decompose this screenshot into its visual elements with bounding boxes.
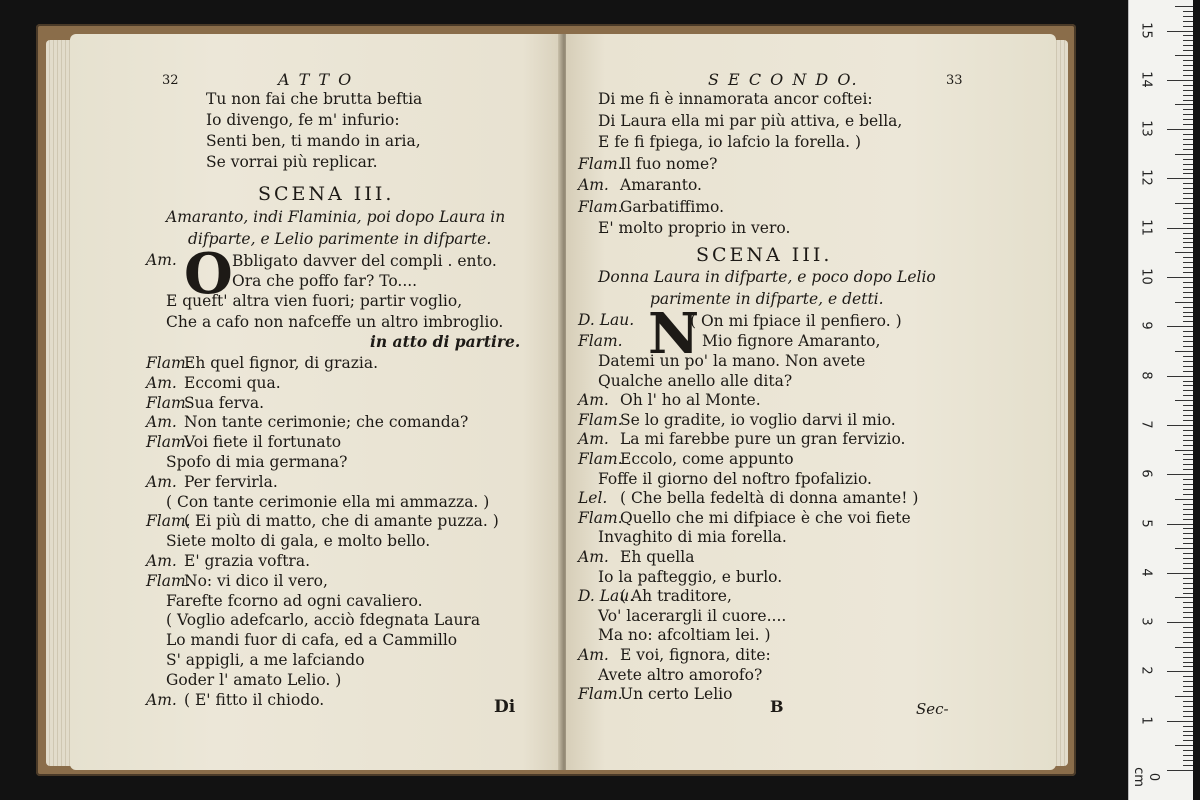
ruler-tick bbox=[1183, 21, 1193, 22]
dialogue-line: Oh l' ho al Monte. bbox=[620, 391, 761, 410]
dialogue-line: Io la pafteggio, e burlo. bbox=[598, 567, 783, 586]
speaker: Am. bbox=[578, 548, 609, 566]
ruler-tick bbox=[1183, 109, 1193, 110]
ruler-label: 5 bbox=[1138, 518, 1154, 528]
ruler-tick bbox=[1167, 178, 1193, 179]
ruler-tick bbox=[1183, 464, 1193, 465]
dialogue-line: Io divengo, fe m' infurio: bbox=[206, 111, 400, 129]
ruler-tick bbox=[1183, 642, 1193, 643]
left-page bbox=[70, 34, 562, 770]
dialogue-line: Foffe il giorno del noftro fpofalizio. bbox=[598, 469, 872, 488]
dialogue-line: ( Ah traditore, bbox=[620, 587, 732, 606]
dialogue-line: Il fuo nome? bbox=[620, 154, 718, 173]
ruler-tick bbox=[1183, 262, 1193, 263]
ruler-tick bbox=[1183, 750, 1193, 751]
ruler-tick bbox=[1183, 100, 1193, 101]
ruler-tick bbox=[1183, 70, 1193, 71]
ruler-tick bbox=[1175, 597, 1193, 598]
ruler-tick bbox=[1175, 450, 1193, 451]
ruler-tick bbox=[1183, 484, 1193, 485]
ruler-tick bbox=[1167, 524, 1193, 525]
dialogue-line: Senti ben, ti mando in aria, bbox=[206, 132, 421, 150]
ruler-tick bbox=[1183, 213, 1193, 214]
ruler-tick bbox=[1183, 760, 1193, 761]
ruler-tick bbox=[1183, 666, 1193, 667]
speaker: Flam. bbox=[146, 512, 191, 531]
ruler-tick bbox=[1167, 770, 1193, 771]
ruler-tick bbox=[1183, 11, 1193, 12]
dialogue-line: Ora che poffo far? To.... bbox=[232, 272, 418, 290]
ruler-tick bbox=[1175, 351, 1193, 352]
ruler-tick bbox=[1183, 553, 1193, 554]
speaker: Flam. bbox=[578, 154, 623, 173]
ruler-tick bbox=[1183, 711, 1193, 712]
ruler-tick bbox=[1183, 489, 1193, 490]
ruler-tick bbox=[1183, 331, 1193, 332]
ruler-tick bbox=[1183, 60, 1193, 61]
ruler-tick bbox=[1183, 445, 1193, 446]
dialogue-line: Voi fiete il fortunato bbox=[184, 433, 342, 452]
dialogue-line: Mio fignore Amaranto, bbox=[702, 332, 881, 350]
speaker: Flam. bbox=[578, 450, 623, 468]
ruler-tick bbox=[1183, 169, 1193, 170]
ruler-label: 13 bbox=[1138, 120, 1154, 137]
ruler-tick bbox=[1167, 277, 1193, 278]
ruler-tick bbox=[1175, 499, 1193, 500]
ruler-tick bbox=[1183, 514, 1193, 515]
dialogue-line: ( Con tante cerimonie ella mi ammazza. ) bbox=[166, 492, 490, 511]
speaker: Flam. bbox=[578, 410, 623, 429]
ruler-tick bbox=[1175, 104, 1193, 105]
dialogue-line: Per fervirla. bbox=[184, 472, 278, 491]
ruler-tick bbox=[1183, 144, 1193, 145]
running-head: A T T O bbox=[278, 70, 354, 89]
ruler-tick bbox=[1183, 90, 1193, 91]
ruler-tick bbox=[1183, 686, 1193, 687]
ruler-tick bbox=[1183, 366, 1193, 367]
speaker: Lel. bbox=[578, 489, 608, 508]
ruler-tick bbox=[1167, 228, 1193, 229]
ruler-tick bbox=[1183, 159, 1193, 160]
ruler-tick bbox=[1183, 543, 1193, 544]
page-number: 33 bbox=[946, 73, 963, 88]
ruler-tick bbox=[1183, 124, 1193, 125]
ruler-tick bbox=[1183, 75, 1193, 76]
ruler-tick bbox=[1183, 361, 1193, 362]
speaker: Am. bbox=[146, 472, 177, 491]
dialogue-line: Bbligato davver del compli . ento. bbox=[232, 252, 497, 270]
ruler-tick bbox=[1175, 647, 1193, 648]
ruler-tick bbox=[1183, 533, 1193, 534]
speaker: Am. bbox=[578, 176, 609, 194]
ruler-tick bbox=[1183, 356, 1193, 357]
ruler-tick bbox=[1183, 390, 1193, 391]
ruler-tick bbox=[1175, 154, 1193, 155]
ruler-tick bbox=[1183, 183, 1193, 184]
dialogue-line: E' grazia voftra. bbox=[184, 552, 310, 570]
running-head: S E C O N D O. bbox=[708, 70, 859, 89]
ruler-label: 10 bbox=[1138, 268, 1154, 285]
dialogue-line: Eccolo, come appunto bbox=[620, 450, 794, 468]
ruler-tick bbox=[1183, 588, 1193, 589]
ruler-label: 8 bbox=[1138, 370, 1154, 380]
ruler-tick bbox=[1167, 573, 1193, 574]
dialogue-line: Di Laura ella mi par più attiva, e bella, bbox=[598, 111, 903, 130]
ruler-tick bbox=[1183, 26, 1193, 27]
ruler-tick bbox=[1183, 50, 1193, 51]
ruler-tick bbox=[1183, 346, 1193, 347]
ruler-tick bbox=[1183, 731, 1193, 732]
dialogue-line: Datemi un po' la mano. Non avete bbox=[598, 352, 866, 370]
dialogue-line: E queft' altra vien fuori; partir voglio, bbox=[166, 292, 463, 310]
ruler-tick bbox=[1183, 420, 1193, 421]
ruler-tick bbox=[1167, 129, 1193, 130]
ruler-tick bbox=[1183, 528, 1193, 529]
ruler-tick bbox=[1183, 297, 1193, 298]
catchword: Di bbox=[494, 697, 516, 717]
ruler-tick bbox=[1183, 385, 1193, 386]
speaker: Flam. bbox=[146, 354, 191, 372]
ruler-tick bbox=[1183, 114, 1193, 115]
speaker: Am. bbox=[146, 413, 177, 432]
ruler-tick bbox=[1183, 469, 1193, 470]
ruler-tick bbox=[1167, 326, 1193, 327]
ruler-tick bbox=[1183, 716, 1193, 717]
measurement-ruler bbox=[1128, 0, 1193, 800]
ruler-tick bbox=[1175, 252, 1193, 253]
ruler-tick bbox=[1183, 563, 1193, 564]
ruler-tick bbox=[1183, 593, 1193, 594]
dialogue-line: No: vi dico il vero, bbox=[184, 571, 328, 590]
speaker: Flam. bbox=[578, 332, 623, 350]
speaker: D. Lau. bbox=[578, 311, 635, 329]
ruler-tick bbox=[1183, 164, 1193, 165]
ruler-tick bbox=[1183, 735, 1193, 736]
ruler-tick bbox=[1183, 371, 1193, 372]
drop-cap: O bbox=[184, 241, 233, 307]
ruler-tick bbox=[1183, 45, 1193, 46]
signature-mark: B bbox=[770, 697, 784, 716]
ruler-tick bbox=[1183, 652, 1193, 653]
speaker: D. Lau. bbox=[578, 587, 635, 606]
ruler-tick bbox=[1183, 307, 1193, 308]
ruler-tick bbox=[1183, 676, 1193, 677]
dialogue-line: Siete molto di gala, e molto bello. bbox=[166, 532, 431, 551]
ruler-label: 0 cm bbox=[1131, 767, 1161, 787]
ruler-tick bbox=[1183, 519, 1193, 520]
ruler-label: 14 bbox=[1138, 71, 1154, 88]
dialogue-line: Eh quel fignor, di grazia. bbox=[184, 354, 378, 372]
ruler-tick bbox=[1183, 479, 1193, 480]
dialogue-line: Vo' lacerargli il cuore.... bbox=[598, 606, 787, 625]
speaker: Flam. bbox=[578, 685, 623, 704]
scene-title: SCENA III. bbox=[258, 183, 395, 205]
ruler-tick bbox=[1183, 617, 1193, 618]
ruler-tick bbox=[1167, 376, 1193, 377]
ruler-tick bbox=[1183, 198, 1193, 199]
dialogue-line: Qualche anello alle dita? bbox=[598, 371, 793, 390]
dialogue-line: Che a cafo non nafceffe un altro imbroglio. bbox=[166, 313, 504, 331]
catchword: Sec- bbox=[916, 700, 949, 718]
ruler-tick bbox=[1175, 203, 1193, 204]
dialogue-line: E voi, fignora, dite: bbox=[620, 646, 771, 664]
ruler-tick bbox=[1183, 612, 1193, 613]
ruler-tick bbox=[1183, 509, 1193, 510]
dialogue-line: ( E' fitto il chiodo. bbox=[184, 690, 325, 709]
ruler-tick bbox=[1183, 242, 1193, 243]
ruler-label: 6 bbox=[1138, 469, 1154, 478]
dialogue-line: Non tante cerimonie; che comanda? bbox=[184, 413, 469, 432]
dialogue-line: Eh quella bbox=[620, 548, 695, 566]
ruler-tick bbox=[1183, 238, 1193, 239]
ruler-tick bbox=[1167, 31, 1193, 32]
ruler-tick bbox=[1175, 745, 1193, 746]
dialogue-line: Invaghito di mia forella. bbox=[598, 528, 787, 547]
speaker: Flam. bbox=[146, 393, 191, 412]
ruler-tick bbox=[1183, 657, 1193, 658]
ruler-tick bbox=[1183, 410, 1193, 411]
ruler-tick bbox=[1183, 292, 1193, 293]
dialogue-line: Tu non fai che brutta beftia bbox=[206, 90, 423, 108]
dialogue-line: Se vorrai più replicar. bbox=[206, 153, 378, 171]
ruler-label: 1 bbox=[1138, 716, 1154, 725]
ruler-tick bbox=[1167, 425, 1193, 426]
ruler-tick bbox=[1183, 681, 1193, 682]
scene-description: Amaranto, indi Flaminia, poi dopo Laura in bbox=[166, 208, 506, 226]
dialogue-line: Farefte fcorno ad ogni cavaliero. bbox=[166, 591, 423, 610]
dialogue-line: Lo mandi fuor di cafa, ed a Cammillo bbox=[166, 631, 458, 650]
ruler-tick bbox=[1183, 583, 1193, 584]
speaker: Flam. bbox=[146, 571, 191, 590]
ruler-label: 2 bbox=[1138, 666, 1154, 676]
dialogue-line: ( On mi fpiace il penfiero. ) bbox=[690, 312, 902, 330]
ruler-tick bbox=[1183, 691, 1193, 692]
ruler-label: 4 bbox=[1138, 568, 1154, 577]
ruler-tick bbox=[1183, 578, 1193, 579]
stage-direction: in atto di partire. bbox=[370, 332, 521, 351]
dialogue-line: Di me fi è innamorata ancor coftei: bbox=[598, 90, 873, 108]
ruler-tick bbox=[1175, 302, 1193, 303]
scene-description: Donna Laura in difparte, e poco dopo Lelio bbox=[598, 268, 936, 286]
ruler-tick bbox=[1183, 149, 1193, 150]
dialogue-line: Goder l' amato Lelio. ) bbox=[166, 670, 342, 689]
right-page bbox=[566, 34, 1056, 770]
ruler-label: 11 bbox=[1138, 218, 1154, 236]
dialogue-line: ( Voglio adefcarlo, acciò fdegnata Laura bbox=[166, 611, 481, 630]
speaker: Am. bbox=[578, 391, 609, 410]
dialogue-line: ( Che bella fedeltà di donna amante! ) bbox=[620, 489, 919, 508]
ruler-tick bbox=[1183, 607, 1193, 608]
ruler-tick bbox=[1183, 632, 1193, 633]
ruler-tick bbox=[1175, 696, 1193, 697]
dialogue-line: Se lo gradite, io voglio darvi il mio. bbox=[620, 410, 896, 429]
ruler-label: 15 bbox=[1138, 21, 1154, 39]
ruler-tick bbox=[1183, 16, 1193, 17]
ruler-tick bbox=[1183, 405, 1193, 406]
speaker: Am. bbox=[578, 430, 609, 449]
ruler-tick bbox=[1183, 440, 1193, 441]
speaker: Am. bbox=[578, 646, 609, 664]
ruler-tick bbox=[1183, 287, 1193, 288]
ruler-tick bbox=[1183, 454, 1193, 455]
ruler-tick bbox=[1183, 568, 1193, 569]
speaker: Am. bbox=[146, 552, 177, 570]
ruler-tick bbox=[1183, 459, 1193, 460]
ruler-tick bbox=[1183, 134, 1193, 135]
scene-description: difparte, e Lelio parimente in difparte. bbox=[188, 230, 492, 248]
scene-description: parimente in difparte, e detti. bbox=[650, 290, 884, 308]
dialogue-line: Avete altro amorofo? bbox=[598, 665, 763, 684]
speaker: Flam. bbox=[146, 433, 191, 452]
scene-title: SCENA III. bbox=[696, 244, 833, 266]
speaker: Am. bbox=[146, 251, 177, 269]
ruler-tick bbox=[1183, 267, 1193, 268]
ruler-tick bbox=[1183, 726, 1193, 727]
ruler-tick bbox=[1183, 765, 1193, 766]
speaker: Am. bbox=[146, 690, 177, 709]
ruler-tick bbox=[1183, 341, 1193, 342]
ruler-label: 3 bbox=[1138, 617, 1154, 626]
ruler-tick bbox=[1183, 316, 1193, 317]
ruler-tick bbox=[1167, 622, 1193, 623]
page-number: 32 bbox=[162, 73, 179, 88]
ruler-tick bbox=[1183, 119, 1193, 120]
ruler-tick bbox=[1183, 272, 1193, 273]
dialogue-line: Ma no: afcoltiam lei. ) bbox=[598, 626, 771, 645]
ruler-tick bbox=[1183, 755, 1193, 756]
ruler-tick bbox=[1183, 208, 1193, 209]
ruler-tick bbox=[1183, 95, 1193, 96]
ruler-label: 12 bbox=[1138, 169, 1154, 187]
ruler-tick bbox=[1183, 321, 1193, 322]
dialogue-line: Quello che mi difpiace è che voi fiete bbox=[620, 508, 911, 527]
dialogue-line: E' molto proprio in vero. bbox=[598, 219, 791, 237]
speaker: Am. bbox=[146, 373, 177, 392]
dialogue-line: Eccomi qua. bbox=[184, 373, 281, 392]
ruler-tick bbox=[1183, 381, 1193, 382]
drop-cap: N bbox=[648, 301, 700, 367]
ruler-tick bbox=[1183, 415, 1193, 416]
ruler-tick bbox=[1175, 400, 1193, 401]
dialogue-line: Garbatiffimo. bbox=[620, 197, 725, 216]
ruler-tick bbox=[1183, 637, 1193, 638]
ruler-tick bbox=[1183, 312, 1193, 313]
ruler-tick bbox=[1183, 435, 1193, 436]
ruler-tick bbox=[1183, 662, 1193, 663]
ruler-tick bbox=[1183, 706, 1193, 707]
ruler-tick bbox=[1167, 721, 1193, 722]
ruler-tick bbox=[1183, 504, 1193, 505]
ruler-tick bbox=[1183, 247, 1193, 248]
dialogue-line: S' appigli, a me lafciando bbox=[166, 651, 365, 669]
ruler-tick bbox=[1183, 223, 1193, 224]
dialogue-line: ( Ei più di matto, che di amante puzza. ) bbox=[184, 512, 499, 531]
ruler-tick bbox=[1183, 558, 1193, 559]
ruler-label: 7 bbox=[1138, 420, 1154, 429]
ruler-tick bbox=[1183, 65, 1193, 66]
dialogue-line: E fe fi fpiega, io lafcio la forella. ) bbox=[598, 133, 862, 151]
ruler-tick bbox=[1175, 55, 1193, 56]
ruler-tick bbox=[1183, 538, 1193, 539]
ruler-tick bbox=[1167, 671, 1193, 672]
ruler-tick bbox=[1183, 740, 1193, 741]
ruler-tick bbox=[1183, 85, 1193, 86]
ruler-tick bbox=[1183, 188, 1193, 189]
dialogue-line: Un certo Lelio bbox=[620, 685, 733, 704]
ruler-tick bbox=[1183, 173, 1193, 174]
ruler-tick bbox=[1183, 282, 1193, 283]
speaker: Flam. bbox=[578, 508, 623, 527]
ruler-tick bbox=[1183, 494, 1193, 495]
ruler-tick bbox=[1183, 395, 1193, 396]
ruler-tick bbox=[1183, 627, 1193, 628]
dialogue-line: Amaranto. bbox=[620, 176, 702, 194]
ruler-tick bbox=[1183, 233, 1193, 234]
dialogue-line: Sua ferva. bbox=[184, 393, 265, 412]
ruler-tick bbox=[1183, 336, 1193, 337]
ruler-tick bbox=[1167, 80, 1193, 81]
dialogue-line: La mi farebbe pure un gran fervizio. bbox=[620, 430, 906, 449]
dialogue-line: Spofo di mia germana? bbox=[166, 453, 348, 471]
ruler-tick bbox=[1183, 193, 1193, 194]
ruler-tick bbox=[1183, 701, 1193, 702]
ruler-tick bbox=[1183, 602, 1193, 603]
ruler-tick bbox=[1175, 6, 1193, 7]
ruler-tick bbox=[1183, 40, 1193, 41]
ruler-tick bbox=[1183, 257, 1193, 258]
ruler-label: 9 bbox=[1138, 321, 1154, 330]
ruler-tick bbox=[1175, 548, 1193, 549]
ruler-tick bbox=[1183, 430, 1193, 431]
ruler-tick bbox=[1183, 218, 1193, 219]
ruler-tick bbox=[1183, 139, 1193, 140]
ruler-tick bbox=[1183, 35, 1193, 36]
ruler-tick bbox=[1167, 474, 1193, 475]
speaker: Flam. bbox=[578, 197, 623, 216]
